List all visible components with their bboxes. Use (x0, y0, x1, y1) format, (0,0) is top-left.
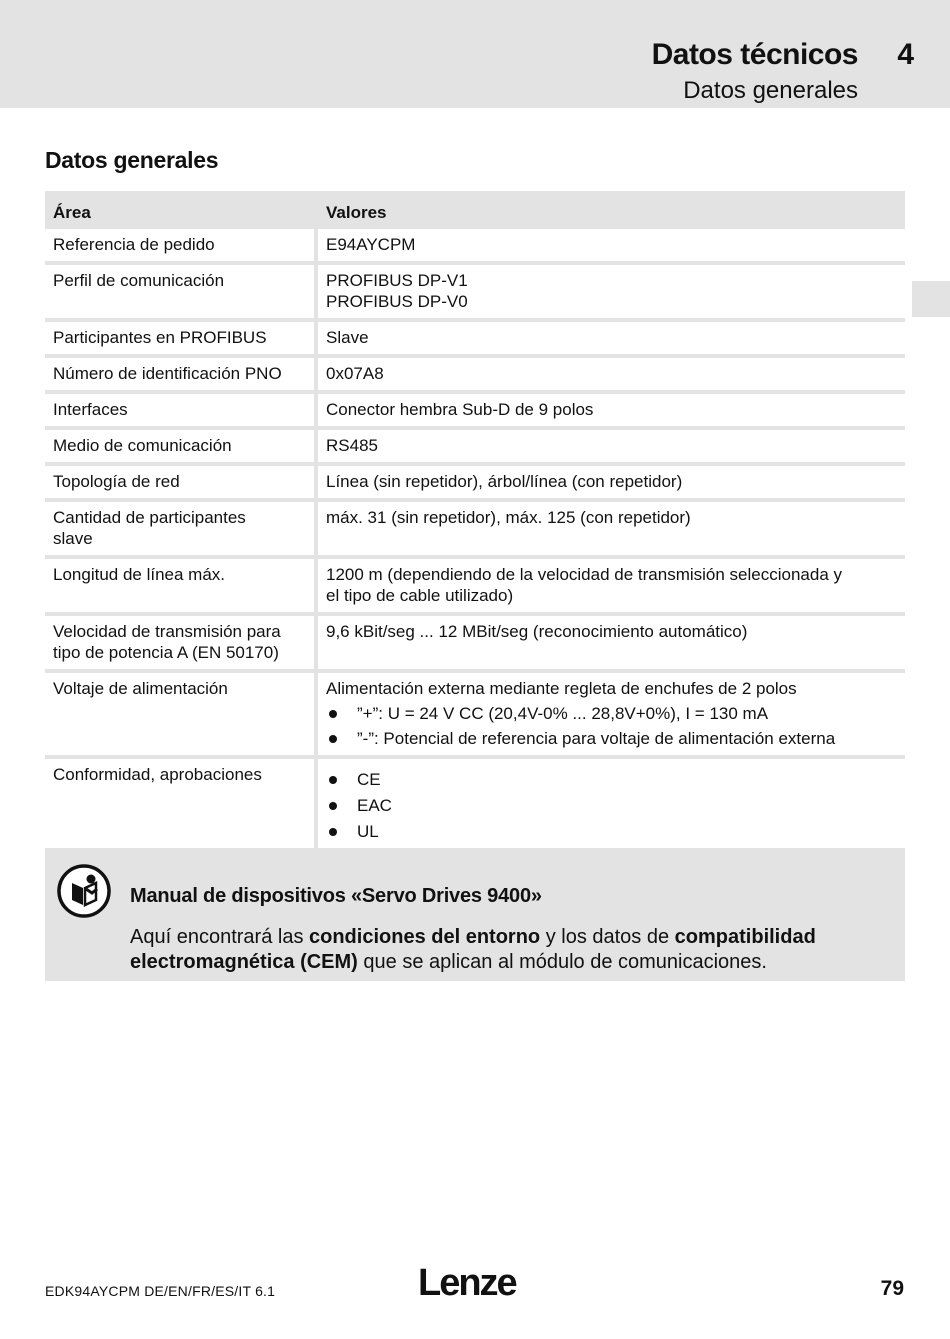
row-value-cell (316, 557, 905, 614)
table-row (45, 614, 905, 671)
value-line: 1200 m (dependiendo de la velocidad de transmisión seleccionada y (326, 565, 843, 584)
bullet-item: EAC (326, 795, 897, 816)
page-number: 79 (880, 1277, 904, 1300)
bullet-item: CE (326, 769, 897, 790)
note-bold-text: condiciones del entorno (309, 926, 541, 948)
row-value-cell: máx. 31 (sin repetidor), máx. 125 (con repetidor) (316, 500, 905, 557)
note-text: y los datos de (540, 926, 675, 948)
row-area-cell: Participantes en PROFIBUS (45, 320, 316, 356)
bullet-item: ”+”: U = 24 V CC (20,4V-0% ... 28,8V+0%), I = 130 mA (326, 703, 897, 724)
row-area-cell: Voltaje de alimentación (45, 671, 316, 757)
bullet-item: ”-”: Potencial de referencia para voltaje de alimentación externa (326, 728, 897, 749)
area-line: Cantidad de participantes (53, 508, 246, 527)
table-row (45, 671, 905, 757)
value-line: el tipo de cable utilizado) (326, 586, 514, 605)
manual-reader-icon (56, 863, 112, 919)
note-title: Manual de dispositivos «Servo Drives 9400» (130, 885, 542, 907)
table-row (45, 428, 905, 464)
row-area-cell: Medio de comunicación (45, 428, 316, 464)
column-header-area: Área (45, 191, 316, 229)
value-line: PROFIBUS DP-V1 (326, 271, 468, 290)
table-row (45, 356, 905, 392)
row-value-cell: Slave (316, 320, 905, 356)
note-bold-text: compatibilidad electromagnética (CEM) (130, 926, 816, 973)
spec-table (45, 191, 905, 851)
row-value-cell (316, 671, 905, 757)
row-area-cell: Perfil de comunicación (45, 263, 316, 320)
row-value-cell: Conector hembra Sub-D de 9 polos (316, 392, 905, 428)
table-row (45, 500, 905, 557)
row-area-cell (45, 500, 316, 557)
row-value-cell (316, 757, 905, 850)
row-value-cell: 0x07A8 (316, 356, 905, 392)
chapter-subtitle: Datos generales (683, 77, 858, 104)
area-line: Velocidad de transmisión para (53, 622, 281, 641)
chapter-side-tab (912, 281, 950, 317)
table-row (45, 392, 905, 428)
row-area-cell: Interfaces (45, 392, 316, 428)
table-row (45, 464, 905, 500)
column-header-values: Valores (316, 191, 905, 229)
chapter-number: 4 (897, 38, 914, 71)
note-body (130, 925, 890, 975)
note-text: Aquí encontrará las (130, 926, 309, 948)
table-row (45, 263, 905, 320)
note-text: que se aplican al módulo de comunicaciones. (357, 951, 767, 973)
table-row (45, 320, 905, 356)
value-line: PROFIBUS DP-V0 (326, 292, 468, 311)
table-row (45, 557, 905, 614)
area-line: slave (53, 529, 93, 548)
row-area-cell: Referencia de pedido (45, 229, 316, 263)
row-value-cell: RS485 (316, 428, 905, 464)
area-line: tipo de potencia A (EN 50170) (53, 643, 279, 662)
bullet-item: UL (326, 821, 897, 842)
row-value-cell: Línea (sin repetidor), árbol/línea (con repetidor) (316, 464, 905, 500)
table-header-row (45, 191, 905, 229)
row-area-cell: Topología de red (45, 464, 316, 500)
table-row (45, 757, 905, 850)
row-area-cell: Conformidad, aprobaciones (45, 757, 316, 850)
value-line: Alimentación externa mediante regleta de enchufes de 2 polos (326, 679, 797, 698)
chapter-title: Datos técnicos (651, 38, 858, 71)
section-title: Datos generales (45, 147, 219, 173)
bullet-list (326, 703, 897, 749)
row-value-cell: E94AYCPM (316, 229, 905, 263)
bullet-list (326, 769, 897, 842)
row-value-cell: 9,6 kBit/seg ... 12 MBit/seg (reconocimiento automático) (316, 614, 905, 671)
lenze-logo: Lenze (418, 1262, 516, 1304)
row-area-cell (45, 614, 316, 671)
table-row (45, 229, 905, 263)
footer-document-id: EDK94AYCPM DE/EN/FR/ES/IT 6.1 (45, 1283, 276, 1299)
row-value-cell (316, 263, 905, 320)
manual-reference-note (45, 849, 905, 981)
row-area-cell: Longitud de línea máx. (45, 557, 316, 614)
row-area-cell: Número de identificación PNO (45, 356, 316, 392)
